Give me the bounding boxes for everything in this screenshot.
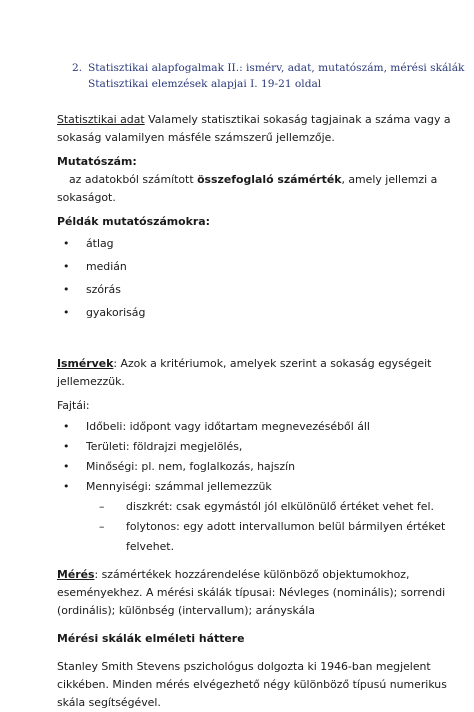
peldak-list (57, 235, 457, 327)
mutatoszam-line-1 (57, 171, 457, 189)
meres-line-1: : számértékek hozzárendelése különböző objektumokhoz, (94, 568, 410, 581)
adat-term: Statisztikai adat (57, 113, 145, 126)
list-item: • medián (57, 258, 457, 281)
list-item: • szórás (57, 281, 457, 304)
folytonos-continuation: felvehet. (126, 540, 175, 553)
hatter-line-3: skála segítségével. (57, 696, 161, 709)
fajtai-label: Fajtái: (57, 399, 90, 412)
heading-subtitle: Statisztikai elemzések alapjai I. 19-21 oldal (88, 78, 322, 90)
meres-line-3: (ordinális); különbség (intervallum); arányskála (57, 604, 315, 617)
list-item: • átlag (57, 235, 457, 258)
ismervek-types-list (57, 418, 457, 496)
hatter-line-2: cikkében. Minden mérés elvégezhető négy különböző típusú numerikus (57, 678, 447, 691)
mutatoszam-text-pre: az adatokból számított (69, 173, 198, 186)
meres-term: Mérés (57, 568, 95, 581)
heading-title: Statisztikai alapfogalmak II.: ismérv, adat, mutatószám, mérési skálák (88, 62, 465, 74)
list-item: – folytonos: egy adott intervallumon belül bármilyen értéket (57, 518, 457, 536)
ismervek-definition (57, 355, 457, 373)
peldak-title: Példák mutatószámokra: (57, 215, 210, 228)
heading-line-1 (72, 60, 465, 76)
list-item: • Időbeli: időpont vagy időtartam megnevezéséből áll (57, 418, 457, 436)
list-item: • Minőségi: pl. nem, foglalkozás, hajszín (57, 458, 457, 476)
list-item: • gyakoriság (57, 304, 457, 327)
adat-line-2: sokaság valamilyen másféle számszerű jellemzője. (57, 131, 335, 144)
meres-definition (57, 566, 457, 584)
list-item: – diszkrét: csak egymástól jól elkülönülő értéket vehet fel. (57, 498, 457, 516)
adat-line-1: Valamely statisztikai sokaság tagjainak a száma vagy a (144, 113, 451, 126)
list-item: • Területi: földrajzi megjelölés, (57, 438, 457, 456)
hatter-title: Mérési skálák elméleti háttere (57, 632, 245, 645)
ismervek-line-2: jellemezzük. (57, 375, 125, 388)
section-heading (72, 60, 465, 92)
mutatoszam-bold-term: összefoglaló számérték (197, 173, 342, 186)
list-item: • Mennyiségi: számmal jellemezzük (57, 478, 457, 496)
ismervek-line-1: : Azok a kritériumok, amelyek szerint a sokaság egységeit (113, 357, 432, 370)
mutatoszam-line-2: sokaságot. (57, 191, 116, 204)
hatter-line-1: Stanley Smith Stevens pszichológus dolgozta ki 1946-ban megjelent (57, 660, 431, 673)
mutatoszam-text-post: , amely jellemzi a (341, 173, 438, 186)
mutatoszam-term: Mutatószám: (57, 155, 137, 168)
heading-number: 2. (72, 62, 83, 74)
adat-definition (57, 111, 457, 129)
document-body (57, 111, 457, 712)
ismervek-term: Ismérvek (57, 357, 114, 370)
mennyisegi-sublist (57, 498, 457, 536)
meres-line-2: eseményekhez. A mérési skálák típusai: Névleges (nominális); sorrendi (57, 586, 446, 599)
